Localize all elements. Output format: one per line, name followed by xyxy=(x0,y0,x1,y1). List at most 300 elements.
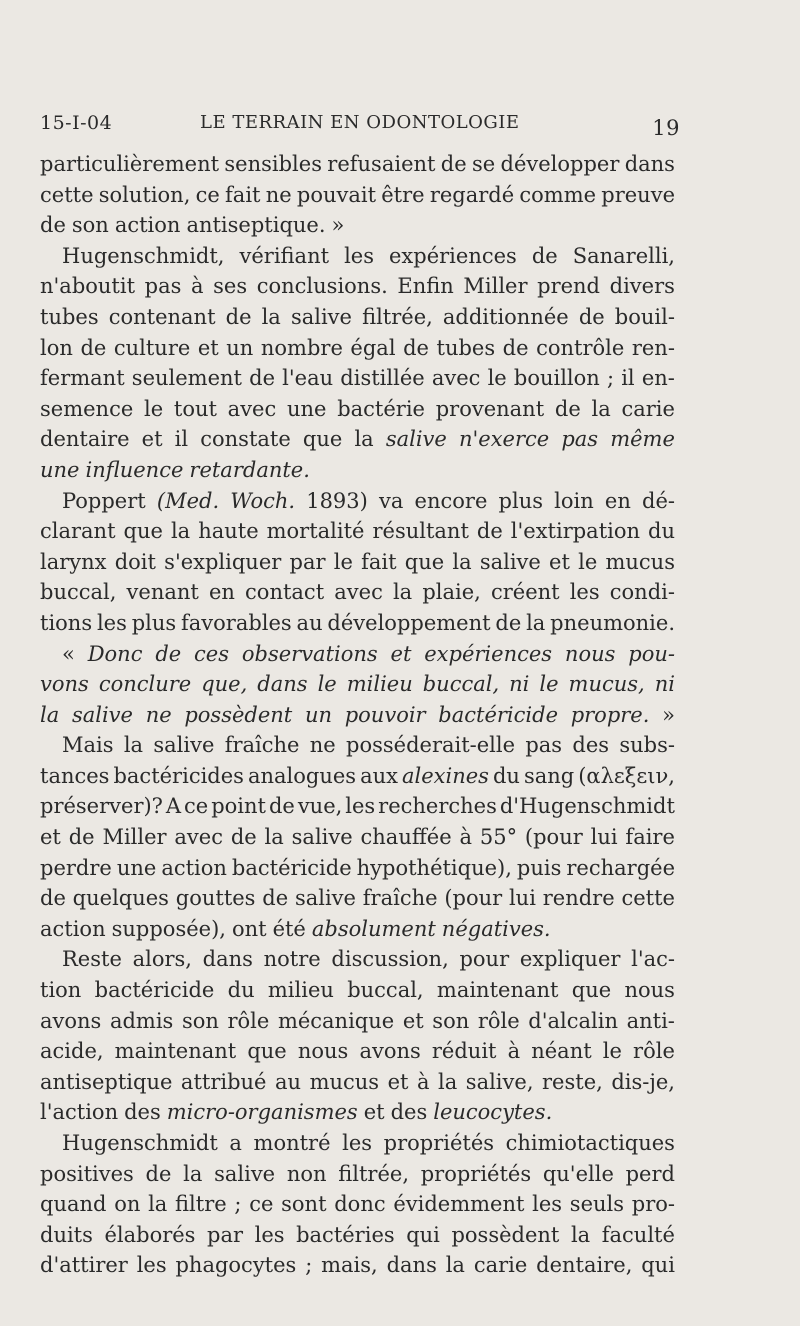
word: milieu xyxy=(346,672,413,697)
word: lui xyxy=(590,825,618,850)
word: donc xyxy=(334,1192,386,1217)
word: une xyxy=(40,457,80,482)
word: sang xyxy=(523,763,575,788)
word: absolument xyxy=(311,916,436,941)
text-line xyxy=(40,791,675,822)
word: une xyxy=(116,855,157,880)
word: qui xyxy=(641,1253,675,1278)
word: n'exerce xyxy=(458,427,550,452)
text-line xyxy=(40,944,675,975)
text-line xyxy=(40,363,675,394)
word: larynx xyxy=(40,549,107,574)
word: une xyxy=(286,396,327,421)
word: distillée xyxy=(340,366,425,391)
word: perd xyxy=(625,1161,675,1186)
word: aux xyxy=(360,763,398,788)
word: « xyxy=(62,641,75,666)
word: dis-je, xyxy=(611,1069,675,1094)
word: le xyxy=(487,366,507,391)
word: salive xyxy=(385,427,447,452)
word: va xyxy=(379,488,404,513)
word: de xyxy=(495,610,522,635)
word: pas xyxy=(561,427,599,452)
word: alors, xyxy=(132,947,192,972)
word: puis xyxy=(516,855,562,880)
word: ce xyxy=(184,794,209,819)
text-line xyxy=(40,1128,675,1159)
word: avec xyxy=(431,366,481,391)
word: par xyxy=(289,549,326,574)
word: salive xyxy=(291,825,353,850)
word: développement xyxy=(327,610,491,635)
word: admis xyxy=(109,1008,174,1033)
word: clarant xyxy=(40,519,116,544)
word: A xyxy=(165,794,182,819)
word: antiseptique. xyxy=(186,213,326,238)
word: (pour xyxy=(444,886,503,911)
word: élaborés xyxy=(104,1222,196,1247)
word: il xyxy=(174,427,189,452)
word: son xyxy=(432,1008,470,1033)
word: encore xyxy=(414,488,488,513)
word: ne xyxy=(309,733,336,758)
word: Mais xyxy=(62,733,114,758)
word: filtre xyxy=(175,1192,227,1217)
word: condi- xyxy=(609,580,675,605)
word: de xyxy=(578,304,605,329)
word: pouvoir xyxy=(344,702,426,727)
word: expériences xyxy=(389,243,517,268)
word: bactéricide xyxy=(231,855,352,880)
word: la xyxy=(570,1222,591,1247)
word: de xyxy=(262,886,289,911)
word: le xyxy=(539,672,559,697)
text-line xyxy=(40,516,675,547)
word: filtrée, xyxy=(362,304,433,329)
word: dé- xyxy=(642,488,675,513)
text-line xyxy=(40,975,675,1006)
text-line xyxy=(40,1006,675,1037)
word: en- xyxy=(641,366,675,391)
word: solution, xyxy=(98,182,191,207)
word: micro-organismes xyxy=(166,1100,358,1125)
text-line xyxy=(40,577,675,608)
word: (αλεξειν, xyxy=(578,763,675,788)
word: culture xyxy=(113,335,191,360)
word: tion xyxy=(40,978,82,1003)
word: et xyxy=(402,1008,424,1033)
word: mortalité xyxy=(266,519,365,544)
text-line xyxy=(40,271,675,302)
word: haute xyxy=(198,519,259,544)
word: avons xyxy=(359,1039,421,1064)
word: l'extirpation xyxy=(510,519,641,544)
text-line xyxy=(40,914,675,945)
word: avec xyxy=(227,396,277,421)
word: le xyxy=(602,1039,622,1064)
word: les xyxy=(532,1192,563,1217)
word: l'ac- xyxy=(631,947,675,972)
word: hypothétique), xyxy=(356,855,512,880)
word: venant xyxy=(126,580,199,605)
word: bouillon xyxy=(513,366,600,391)
text-line xyxy=(40,761,675,792)
text-line xyxy=(40,1250,675,1281)
word: fraîche xyxy=(224,733,300,758)
word: la xyxy=(264,825,284,850)
word: retardante. xyxy=(189,457,310,482)
word: le xyxy=(144,396,164,421)
word: buccal, xyxy=(40,580,117,605)
word: la xyxy=(148,1192,168,1217)
word: (Med. xyxy=(156,488,220,513)
word: nous xyxy=(624,978,675,1003)
word: positives xyxy=(40,1161,134,1186)
word: Poppert xyxy=(62,488,146,513)
word: par xyxy=(207,1222,244,1247)
word: le xyxy=(317,672,337,697)
word: ren- xyxy=(631,335,675,360)
word: la xyxy=(183,1161,203,1186)
word: réduit xyxy=(431,1039,497,1064)
word: rechargée xyxy=(566,855,675,880)
word: mais, xyxy=(321,1253,378,1278)
word: la xyxy=(123,733,144,758)
word: négatives. xyxy=(441,916,551,941)
word: Reste xyxy=(62,947,122,972)
word: » xyxy=(662,702,675,727)
word: faire xyxy=(625,825,675,850)
word: l'action xyxy=(40,1100,119,1125)
text-line xyxy=(40,1067,675,1098)
text-line xyxy=(40,700,675,731)
word: montré xyxy=(253,1131,331,1155)
word: du xyxy=(648,519,675,544)
word: ni xyxy=(509,672,530,697)
word: 1893) xyxy=(306,488,368,513)
word: tions xyxy=(40,610,93,635)
word: pouvait xyxy=(296,182,377,207)
word: additionnée xyxy=(442,304,569,329)
word: fermant xyxy=(40,366,125,391)
word: la xyxy=(526,610,546,635)
word: des xyxy=(124,1100,161,1125)
running-header xyxy=(40,112,680,142)
word: la xyxy=(445,1253,465,1278)
word: posséderait-elle xyxy=(346,733,516,758)
word: mécanique xyxy=(277,1008,395,1033)
word: au xyxy=(296,610,323,635)
text-line xyxy=(40,1189,675,1220)
word: maintenant xyxy=(436,978,559,1003)
word: un xyxy=(226,335,254,360)
word: expériences xyxy=(424,641,553,666)
word: nous xyxy=(564,641,616,666)
word: influence xyxy=(85,457,184,482)
word: son xyxy=(181,1008,219,1033)
word: salive, xyxy=(465,1069,534,1094)
word: bactéries xyxy=(296,1222,395,1247)
word: les xyxy=(344,243,374,268)
word: que xyxy=(302,427,343,452)
text-line xyxy=(40,730,675,761)
text-line xyxy=(40,424,675,455)
word: fait xyxy=(361,549,397,574)
word: que, xyxy=(201,672,248,697)
word: Miller xyxy=(102,825,167,850)
word: tances xyxy=(40,763,110,788)
word: vérifiant xyxy=(239,243,330,268)
word: pour xyxy=(459,947,510,972)
text-line xyxy=(40,241,675,272)
word: être xyxy=(381,182,425,207)
word: de xyxy=(40,886,66,911)
word: la xyxy=(392,580,413,605)
word: d'Hugenschmidt xyxy=(499,794,675,819)
word: ni xyxy=(654,672,675,697)
word: de xyxy=(554,396,581,421)
word: subs- xyxy=(619,733,675,758)
word: de xyxy=(145,1161,172,1186)
word: mucus, xyxy=(568,672,645,697)
word: Sanarelli, xyxy=(572,243,675,268)
word: filtrée, xyxy=(338,1161,409,1186)
word: chimiotactiques xyxy=(505,1131,675,1155)
word: et xyxy=(197,335,219,360)
word: refusaient xyxy=(327,152,436,176)
text-line xyxy=(40,333,675,364)
word: reste, xyxy=(542,1069,603,1094)
word: de xyxy=(502,335,529,360)
word: gouttes xyxy=(175,886,256,911)
word: salive xyxy=(479,549,541,574)
word: en xyxy=(604,488,631,513)
word: ne xyxy=(145,702,172,727)
word: prend xyxy=(537,274,601,299)
word: expliquer xyxy=(519,947,621,972)
word: pneumonie. xyxy=(550,610,675,635)
word: non xyxy=(286,1161,327,1186)
word: la xyxy=(170,519,191,544)
word: de xyxy=(531,243,558,268)
word: à xyxy=(416,1069,430,1094)
text-line xyxy=(40,822,675,853)
word: propriétés xyxy=(383,1131,495,1155)
word: en xyxy=(208,580,235,605)
page-number: 19 xyxy=(652,116,680,140)
word: et xyxy=(549,549,570,574)
word: salive xyxy=(153,733,215,758)
word: milieu xyxy=(267,978,334,1003)
word: les xyxy=(254,1222,285,1247)
word: supposée), xyxy=(111,916,226,941)
word: les xyxy=(345,794,376,819)
text-line xyxy=(40,853,675,884)
word: de xyxy=(249,366,276,391)
word: propre. xyxy=(570,702,650,727)
word: possèdent xyxy=(184,702,293,727)
word: la xyxy=(591,396,611,421)
word: de xyxy=(440,152,467,176)
word: les xyxy=(96,610,127,635)
word: se xyxy=(471,152,496,176)
word: les xyxy=(342,1131,373,1155)
word: un xyxy=(304,702,333,727)
text-line xyxy=(40,455,675,486)
word: quand xyxy=(40,1192,107,1217)
word: les xyxy=(136,1253,167,1278)
word: fait xyxy=(225,182,261,207)
word: tubes xyxy=(436,335,496,360)
word: pro- xyxy=(631,1192,675,1217)
word: rôle xyxy=(477,1008,520,1033)
word: de xyxy=(268,794,295,819)
word: dans xyxy=(386,1253,437,1278)
word: il xyxy=(621,366,635,391)
word: pou- xyxy=(628,641,675,666)
word: tout xyxy=(173,396,217,421)
word: qu'elle xyxy=(542,1161,614,1186)
word: action xyxy=(40,916,106,941)
word: chauffée xyxy=(360,825,452,850)
word: propriétés xyxy=(420,1161,532,1186)
word: leucocytes. xyxy=(433,1100,553,1125)
word: phagocytes xyxy=(175,1253,297,1278)
word: comme xyxy=(519,182,597,207)
word: doit xyxy=(114,549,156,574)
word: du xyxy=(492,763,520,788)
word: s'expliquer xyxy=(164,549,282,574)
text-line xyxy=(40,1220,675,1251)
word: dans xyxy=(257,672,308,697)
word: sont xyxy=(281,1192,327,1217)
word: analogues xyxy=(247,763,357,788)
word: été xyxy=(272,916,306,941)
word: la xyxy=(40,702,60,727)
text-line xyxy=(40,180,675,211)
word: dans xyxy=(624,152,675,176)
word: au xyxy=(275,1069,302,1094)
word: » xyxy=(331,213,345,238)
word: vue, xyxy=(297,794,343,819)
word: loin xyxy=(554,488,594,513)
word: constate xyxy=(200,427,291,452)
word: et xyxy=(40,825,61,850)
word: contenant xyxy=(108,304,216,329)
word: conclusions. xyxy=(256,274,388,299)
word: mucus xyxy=(605,549,675,574)
word: nous xyxy=(297,1039,349,1064)
word: même xyxy=(610,427,675,452)
word: que xyxy=(247,1039,287,1064)
word: (pour xyxy=(524,825,583,850)
text-line xyxy=(40,608,675,639)
word: préserver)? xyxy=(40,794,163,819)
word: à xyxy=(191,274,204,299)
word: duits xyxy=(40,1222,93,1247)
text-line xyxy=(40,486,675,517)
word: notre xyxy=(263,947,321,972)
word: bouil- xyxy=(614,304,675,329)
word: salive xyxy=(71,702,133,727)
word: développer xyxy=(500,152,620,176)
word: Woch. xyxy=(230,488,296,513)
text-line xyxy=(40,1159,675,1190)
word: dentaire, xyxy=(536,1253,633,1278)
page-body xyxy=(40,149,675,1281)
word: Miller xyxy=(463,274,528,299)
word: on xyxy=(114,1192,141,1217)
word: de xyxy=(80,335,107,360)
word: Hugenschmidt xyxy=(62,1131,218,1155)
word: ces xyxy=(194,641,230,666)
word: de xyxy=(403,335,429,360)
word: contrôle xyxy=(536,335,625,360)
header-title: LE TERRAIN EN ODONTOLOGIE xyxy=(200,112,520,133)
word: que xyxy=(571,978,612,1003)
text-line xyxy=(40,639,675,670)
word: lon xyxy=(40,335,73,360)
word: à xyxy=(459,825,472,850)
word: de xyxy=(225,304,252,329)
word: ses xyxy=(213,274,248,299)
word: action xyxy=(161,855,227,880)
word: tubes xyxy=(40,304,99,329)
word: observations xyxy=(241,641,378,666)
text-line xyxy=(40,394,675,425)
word: d'attirer xyxy=(40,1253,128,1278)
word: n'aboutit xyxy=(40,274,136,299)
word: et xyxy=(141,427,163,452)
text-line xyxy=(40,883,675,914)
word: seuls xyxy=(569,1192,625,1217)
text-line xyxy=(40,149,675,180)
word: rendre xyxy=(542,886,615,911)
header-date: 15-I-04 xyxy=(40,112,113,134)
word: de xyxy=(155,641,182,666)
word: perdre xyxy=(40,855,112,880)
word: et xyxy=(363,1100,385,1125)
word: créent xyxy=(490,580,560,605)
word: son xyxy=(71,213,109,238)
word: ne xyxy=(265,182,292,207)
word: dans xyxy=(202,947,253,972)
word: ; xyxy=(305,1253,313,1278)
word: possèdent xyxy=(451,1222,560,1247)
word: évidemment xyxy=(393,1192,525,1217)
word: plus xyxy=(498,488,543,513)
word: salive xyxy=(294,886,356,911)
word: recherches xyxy=(378,794,497,819)
word: le xyxy=(578,549,598,574)
word: cette xyxy=(40,182,94,207)
word: conclure xyxy=(98,672,192,697)
word: bactéricides xyxy=(113,763,244,788)
word: anti- xyxy=(626,1008,675,1033)
word: buccal, xyxy=(422,672,500,697)
word: quelques xyxy=(72,886,169,911)
word: plus xyxy=(131,610,177,635)
word: les xyxy=(569,580,600,605)
word: pas xyxy=(144,274,182,299)
word: rôle xyxy=(633,1039,675,1064)
word: le xyxy=(333,549,353,574)
word: ce xyxy=(195,182,220,207)
word: mucus xyxy=(309,1069,380,1094)
word: cette xyxy=(621,886,675,911)
word: favorables xyxy=(180,610,292,635)
word: ; xyxy=(234,1192,242,1217)
